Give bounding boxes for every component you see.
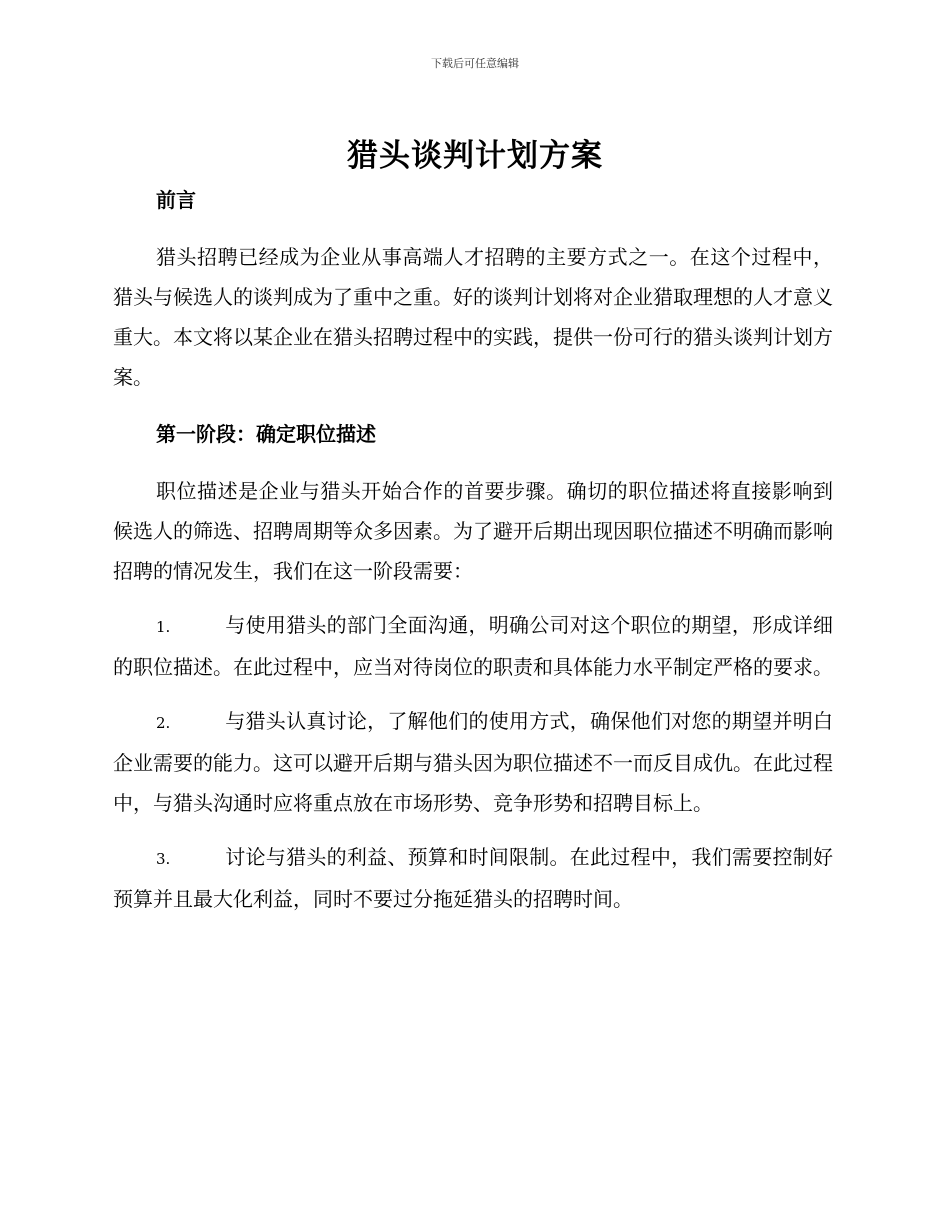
list-number: 3. <box>156 850 171 868</box>
document-body <box>113 180 833 919</box>
list-item-2 <box>113 701 833 823</box>
list-item-3 <box>113 837 833 919</box>
document-title: 猎头谈判计划方案 <box>347 138 603 174</box>
paragraph-stage1: 职位描述是企业与猎头开始合作的首要步骤。确切的职位描述将直接影响到候选人的筛选、招聘周期等众多因素。为了避开后期出现因职位描述不明确而影响招聘的情况发生，我们在这一阶段需要： <box>113 479 833 583</box>
list-number: 1. <box>156 618 171 636</box>
list-item-text: 与使用猎头的部门全面沟通，明确公司对这个职位的期望，形成详细的职位描述。在此过程中，应当对待岗位的职责和具体能力水平制定严格的要求。 <box>113 613 833 679</box>
section-heading-preface: 前言 <box>156 188 196 212</box>
header-note: 下载后可任意编辑 <box>431 57 519 70</box>
list-item-1 <box>113 605 833 687</box>
section-heading-stage1: 第一阶段：确定职位描述 <box>156 422 376 446</box>
list-number: 2. <box>156 714 171 732</box>
paragraph-preface: 猎头招聘已经成为企业从事高端人才招聘的主要方式之一。在这个过程中，猎头与候选人的谈判成为了重中之重。好的谈判计划将对企业猎取理想的人才意义重大。本文将以某企业在猎头招聘过程中的实践，提供一份可行的猎头谈判计划方案。 <box>113 245 833 389</box>
list-item-text: 讨论与猎头的利益、预算和时间限制。在此过程中，我们需要控制好预算并且最大化利益，同时不要过分拖延猎头的招聘时间。 <box>113 845 833 911</box>
list-item-text: 与猎头认真讨论，了解他们的使用方式，确保他们对您的期望并明白企业需要的能力。这可以避开后期与猎头因为职位描述不一而反目成仇。在此过程中，与猎头沟通时应将重点放在市场形势、竞争形势和招聘目标上。 <box>113 709 833 815</box>
